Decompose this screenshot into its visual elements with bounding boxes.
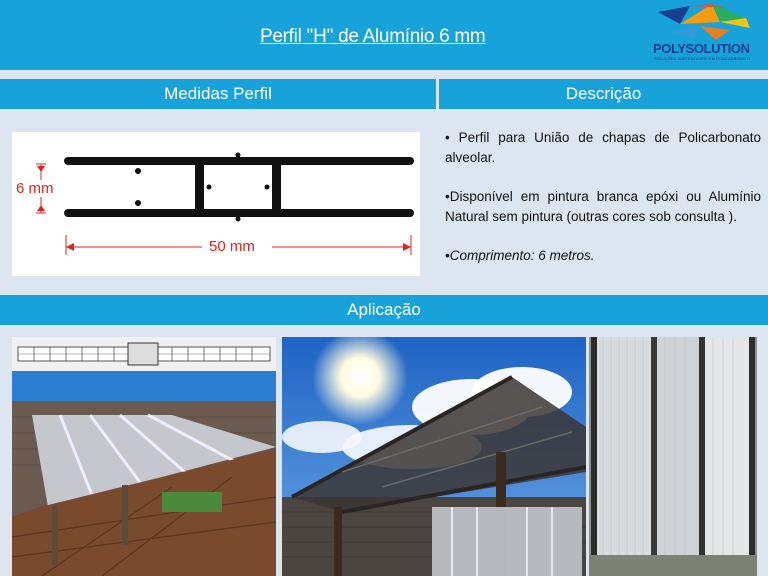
section-header-medidas: Medidas Perfil — [0, 79, 436, 109]
height-dimension-label: 6 mm — [16, 180, 54, 197]
logo-wordmark: POLYSOLUTION — [653, 41, 750, 56]
profile-panel — [0, 111, 436, 293]
width-dimension-label: 50 mm — [209, 238, 255, 255]
section-header-descricao: Descrição — [439, 79, 768, 109]
pergola-render-image — [12, 337, 276, 576]
profile-diagram — [12, 132, 420, 276]
polycarbonate-panels-image — [589, 337, 757, 576]
section-header-aplicacao: Aplicação — [0, 295, 768, 325]
pergola-sky-image — [282, 337, 586, 576]
logo-tagline: SOLUÇÕES SUSTENTÁVEIS EM POLICARBONATO — [654, 56, 751, 61]
description-item-1: • Perfil para União de chapas de Policarbonato alveolar. — [445, 130, 761, 165]
description-text — [445, 128, 761, 286]
description-item-3: •Comprimento: 6 metros. — [445, 248, 595, 263]
page-title: Perfil ''H'' de Alumínio 6 mm — [260, 26, 486, 47]
description-item-2: •Disponível em pintura branca epóxi ou Alumínio Natural sem pintura (outras cores sob consulta ). — [445, 189, 761, 224]
application-gallery — [0, 327, 768, 576]
